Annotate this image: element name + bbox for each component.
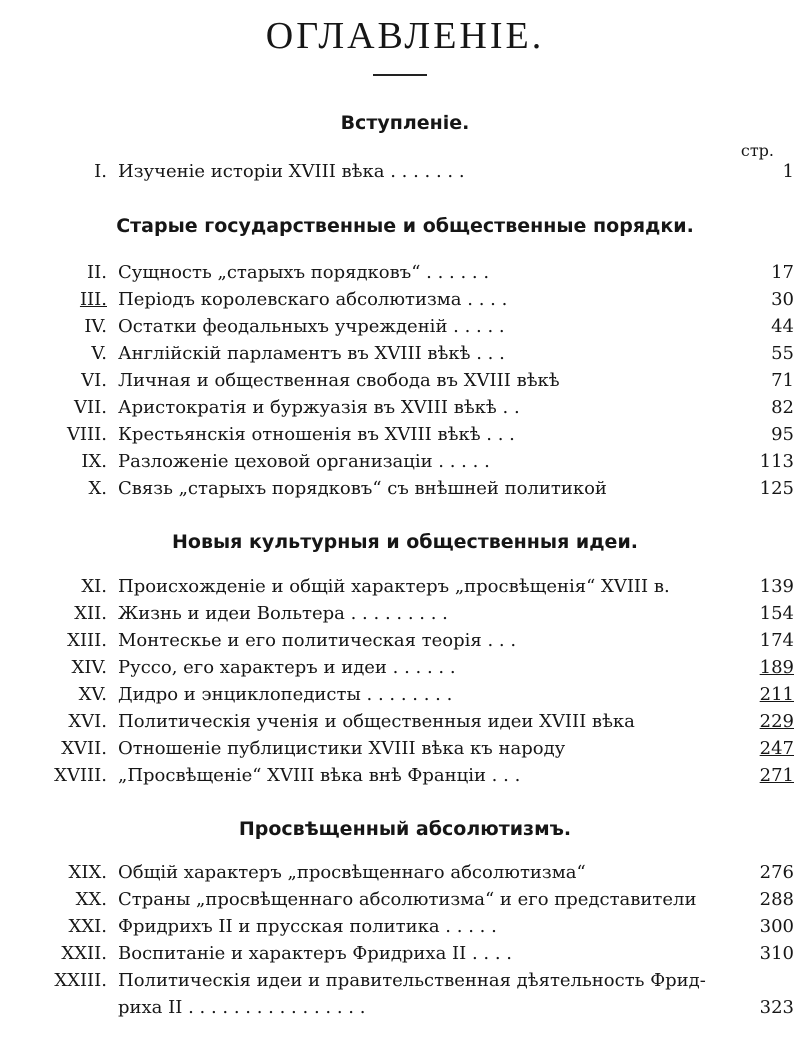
entry-number: VI. (81, 370, 107, 391)
toc-entry (0, 447, 810, 477)
entry-title: Отношеніе публицистики XVIII вѣка къ народу (118, 738, 566, 759)
entry-number: VII. (74, 397, 107, 418)
toc-entry (0, 653, 810, 683)
entry-number: I. (94, 161, 107, 182)
toc-entry (0, 393, 810, 423)
toc-entry (0, 420, 810, 450)
entry-page: 247 (759, 738, 794, 759)
entry-title: Англійскій парламентъ въ XVIII вѣкѣ . . . (118, 343, 505, 364)
toc-entry (0, 626, 810, 656)
entry-title: Страны „просвѣщеннаго абсолютизма“ и его представители (118, 889, 697, 910)
entry-number: XXI. (68, 916, 107, 937)
entry-page: 310 (759, 943, 794, 964)
entry-title: Періодъ королевскаго абсолютизма . . . . (118, 289, 508, 310)
entry-page: 139 (759, 576, 794, 597)
entry-title: Руссо, его характеръ и идеи . . . . . . (118, 657, 456, 678)
entry-number: IV. (84, 316, 107, 337)
toc-entry (0, 285, 810, 315)
toc-entry (0, 761, 810, 791)
entry-page: 71 (771, 370, 794, 391)
entry-page: 113 (759, 451, 794, 472)
entry-number: II. (87, 262, 107, 283)
entry-title: Политическія ученія и общественныя идеи XVIII вѣка (118, 711, 635, 732)
entry-title: Происхожденіе и общій характеръ „просвѣщенія“ XVIII в. (118, 576, 670, 597)
entry-page: 276 (759, 862, 794, 883)
section-heading-introduction: Вступленіе. (340, 112, 470, 134)
toc-entry (0, 885, 810, 915)
entry-title: Личная и общественная свобода въ XVIII вѣкѣ (118, 370, 560, 391)
entry-title: Воспитаніе и характеръ Фридриха II . . . . (118, 943, 513, 964)
toc-entry (0, 258, 810, 288)
entry-page: 55 (771, 343, 794, 364)
title-divider (373, 74, 427, 76)
entry-number: XVIII. (54, 765, 107, 786)
section-heading-enlightened-absolutism: Просвѣщенный абсолютизмъ. (238, 818, 572, 840)
entry-page: 154 (759, 603, 794, 624)
entry-page: 174 (759, 630, 794, 651)
toc-entry (0, 858, 810, 888)
entry-title: „Просвѣщеніе“ XVIII вѣка внѣ Франціи . . . (118, 765, 521, 786)
section-heading-old-order: Старые государственные и общественные порядки. (116, 215, 694, 237)
entry-number: XXIII. (54, 970, 107, 991)
entry-title: Дидро и энциклопедисты . . . . . . . . (118, 684, 453, 705)
entry-number: XII. (74, 603, 107, 624)
entry-page: 82 (771, 397, 794, 418)
toc-entry (0, 734, 810, 764)
toc-entry (0, 474, 810, 504)
entry-title: Общій характеръ „просвѣщеннаго абсолютизма“ (118, 862, 586, 883)
entry-number: XIII. (67, 630, 107, 651)
entry-page: 271 (759, 765, 794, 786)
entry-number: V. (91, 343, 107, 364)
entry-number: XVII. (61, 738, 107, 759)
section-heading-new-ideas: Новыя культурныя и общественныя идеи. (172, 531, 638, 553)
entry-page: 189 (759, 657, 794, 678)
entry-title: Разложеніе цеховой организаціи . . . . . (118, 451, 490, 472)
toc-entry (0, 366, 810, 396)
entry-page: 1 (782, 161, 794, 182)
entry-number: XV. (78, 684, 107, 705)
entry-title: Крестьянскія отношенія въ XVIII вѣкѣ . . . (118, 424, 515, 445)
toc-entry (0, 312, 810, 342)
entry-number: XIV. (71, 657, 107, 678)
entry-page: 44 (771, 316, 794, 337)
entry-page: 229 (759, 711, 794, 732)
toc-entry (0, 912, 810, 942)
toc-entry (0, 707, 810, 737)
entry-title: Аристократія и буржуазія въ XVIII вѣкѣ . . (118, 397, 520, 418)
toc-entry (0, 339, 810, 369)
entry-title: Фридрихъ II и прусская политика . . . . . (118, 916, 497, 937)
entry-title: Остатки феодальныхъ учрежденій . . . . . (118, 316, 505, 337)
entry-title: Сущность „старыхъ порядковъ“ . . . . . . (118, 262, 490, 283)
entry-page: 323 (759, 997, 794, 1018)
toc-entry (0, 966, 810, 996)
entry-title: Связь „старыхъ порядковъ“ съ внѣшней политикой (118, 478, 607, 499)
page-title: ОГЛАВЛЕНІЕ. (265, 15, 545, 57)
entry-page: 288 (759, 889, 794, 910)
entry-title: риха II . . . . . . . . . . . . . . . . (118, 997, 366, 1018)
entry-number: XI. (81, 576, 107, 597)
entry-page: 211 (759, 684, 794, 705)
entry-number: X. (88, 478, 107, 499)
entry-page: 300 (759, 916, 794, 937)
entry-number: VIII. (66, 424, 107, 445)
page-column-label: стр. (740, 141, 774, 160)
entry-title: Монтескье и его политическая теорія . . . (118, 630, 517, 651)
entry-page: 17 (771, 262, 794, 283)
toc-entry (0, 680, 810, 710)
entry-number: XIX. (68, 862, 107, 883)
entry-number: XVI. (68, 711, 107, 732)
entry-title: Изученіе исторіи XVIII вѣка . . . . . . . (118, 161, 465, 182)
entry-number: XX. (75, 889, 107, 910)
entry-number: IX. (81, 451, 107, 472)
toc-entry (0, 157, 810, 187)
entry-number: XXII. (61, 943, 107, 964)
entry-page: 30 (771, 289, 794, 310)
entry-page: 125 (759, 478, 794, 499)
entry-page: 95 (771, 424, 794, 445)
entry-title: Политическія идеи и правительственная дѣятельность Фрид- (118, 970, 706, 991)
toc-entry (0, 572, 810, 602)
entry-title: Жизнь и идеи Вольтера . . . . . . . . . (118, 603, 448, 624)
toc-entry (0, 599, 810, 629)
toc-entry (0, 939, 810, 969)
toc-entry-continuation (0, 993, 810, 1023)
entry-number: III. (79, 289, 107, 310)
